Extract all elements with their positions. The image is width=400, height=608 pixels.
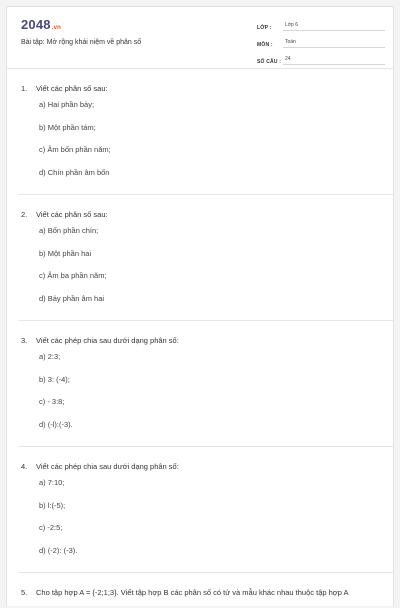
question-text: Cho tập hợp A = {-2;1;3}. Viết tập hợp B các phân số có tử và mẫu khác nhau thuộc tập hợp A <box>36 588 349 597</box>
meta-label-count: SỐ CÂU : <box>257 59 282 65</box>
answer-option: d) (-l):(-3). <box>39 419 73 429</box>
meta-row-count <box>257 51 385 65</box>
answer-option: c) - 3:8; <box>39 397 65 406</box>
meta-value-count: 24 <box>283 56 385 65</box>
worksheet-meta <box>257 17 385 68</box>
worksheet-title: Bài tập: Mở rộng khái niệm về phân số <box>21 39 142 46</box>
answer-option: a) Hai phần bảy; <box>39 100 95 109</box>
logo-domain: .vn <box>51 25 62 31</box>
question-heading <box>19 335 393 346</box>
answer-option: c) -2:5; <box>39 523 63 532</box>
answer-option: a) Bốn phần chín; <box>39 226 99 235</box>
answer-option: a) 7:10; <box>39 478 65 487</box>
meta-row-class <box>257 17 385 31</box>
question-heading <box>19 587 393 598</box>
meta-row-subject <box>257 34 385 48</box>
answer-option: c) Âm ba phần năm; <box>39 271 107 280</box>
answer-option: c) Âm bốn phần năm; <box>39 145 111 154</box>
question-heading <box>19 461 393 472</box>
answer-option: d) Bảy phần âm hai <box>39 293 105 303</box>
question-4 <box>19 447 393 573</box>
worksheet-header <box>7 7 393 69</box>
logo-text: 2048 <box>21 17 51 32</box>
answer-option: d) Chín phần âm bốn <box>39 167 110 177</box>
answer-option: a) 2:3; <box>39 352 61 361</box>
question-number: 3. <box>21 336 28 345</box>
meta-label-class: LỚP : <box>257 25 272 31</box>
question-text: Viết các phân số sau: <box>36 210 108 219</box>
question-number: 2. <box>21 210 28 219</box>
question-number: 5. <box>21 588 28 597</box>
meta-label-subject: MÔN : <box>257 42 273 48</box>
question-5 <box>19 573 393 608</box>
meta-value-class: Lớp 6 <box>283 22 385 31</box>
question-list <box>7 69 393 608</box>
question-text: Viết các phép chia sau dưới dạng phân số: <box>36 462 179 471</box>
question-heading <box>19 209 393 220</box>
answer-option: b) 3: (-4); <box>39 374 70 384</box>
question-text: Viết các phép chia sau dưới dạng phân số: <box>36 336 179 345</box>
question-3 <box>19 321 393 447</box>
answer-option: b) Một phần tám; <box>39 122 96 132</box>
question-number: 4. <box>21 462 28 471</box>
question-1 <box>19 69 393 195</box>
answer-option: b) l:(-5); <box>39 500 66 510</box>
worksheet <box>6 6 394 606</box>
answer-option: d) (-2): (-3). <box>39 545 78 555</box>
meta-value-subject: Toán <box>283 39 385 48</box>
answer-option: b) Một phần hai <box>39 248 92 258</box>
question-number: 1. <box>21 84 28 93</box>
question-text: Viết các phân số sau: <box>36 84 108 93</box>
question-2 <box>19 195 393 321</box>
site-logo[interactable] <box>21 17 61 32</box>
question-heading <box>19 83 393 94</box>
